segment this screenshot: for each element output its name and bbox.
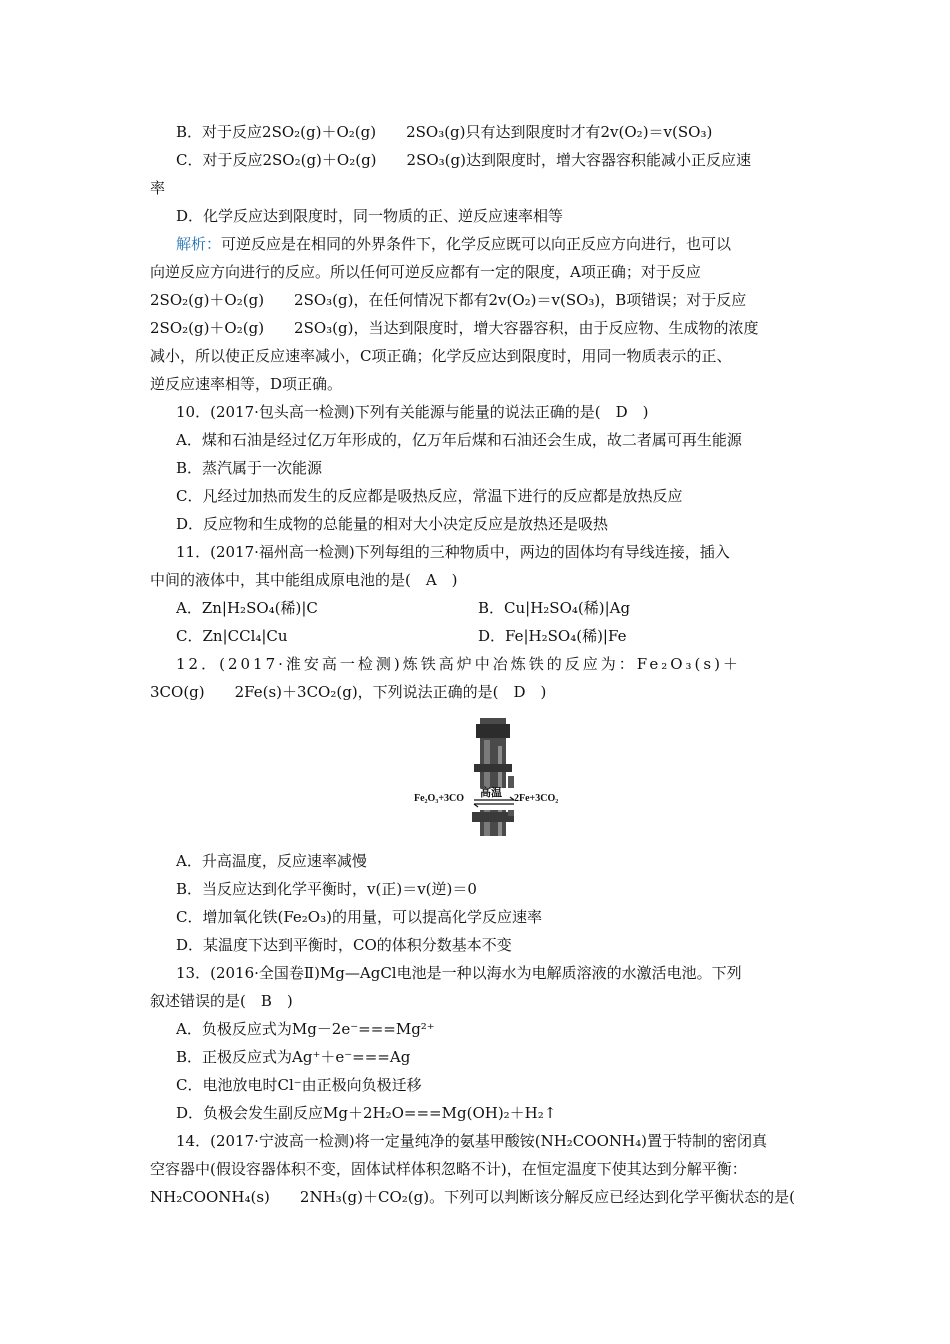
analysis-text-1: 可逆反应是在相同的外界条件下，化学反应既可以向正反应方向进行，也可以 (221, 235, 732, 253)
blast-furnace-image (414, 716, 572, 838)
q13-option-d: D．负极会发生副反应Mg＋2H₂O===Mg(OH)₂＋H₂↑ (176, 1104, 557, 1122)
q10-option-a: A．煤和石油是经过亿万年形成的，亿万年后煤和石油还会生成，故二者属可再生能源 (176, 431, 742, 449)
q12-option-a: A．升高温度，反应速率减慢 (176, 852, 367, 870)
analysis-line-4: 2SO₂(g)＋O₂(g) 2SO₃(g)，当达到限度时，增大容器容积，由于反应物、生成物的浓度 (150, 319, 759, 337)
q9-option-d: D．化学反应达到限度时，同一物质的正、逆反应速率相等 (176, 207, 564, 225)
q14-stem: 14．(2017·宁波高一检测)将一定量纯净的氨基甲酸铵(NH₂COONH₄)置于特制的密闭真 (176, 1132, 767, 1150)
q10-option-d: D．反应物和生成物的总能量的相对大小决定反应是放热还是吸热 (176, 515, 609, 533)
q12-stem-cont: 3CO(g) 2Fe(s)＋3CO₂(g)，下列说法正确的是( D ) (150, 683, 547, 701)
q13-stem-cont: 叙述错误的是( B ) (150, 992, 293, 1010)
q11-stem: 11．(2017·福州高一检测)下列每组的三种物质中，两边的固体均有导线连接，插入 (176, 543, 730, 561)
q12-stem: 12．(2017·淮安高一检测)炼铁高炉中冶炼铁的反应为：Fe₂O₃(s)＋ (176, 655, 741, 673)
q12-option-b: B．当反应达到化学平衡时，v(正)＝v(逆)＝0 (176, 880, 477, 898)
figure-equation-right: 2Fe+3CO₂ (514, 793, 559, 804)
q11-option-a: A．Zn|H₂SO₄(稀)|C (176, 599, 318, 617)
analysis-line-5: 减小，所以使正反应速率减小，C项正确；化学反应达到限度时，用同一物质表示的正、 (150, 347, 732, 365)
figure-equation-left: Fe₂O₃+3CO (414, 793, 465, 804)
q10-option-b: B．蒸汽属于一次能源 (176, 459, 323, 477)
figure-condition: 高温 (480, 786, 502, 799)
q12-option-d: D．某温度下达到平衡时，CO的体积分数基本不变 (176, 936, 512, 954)
q9-option-b: B．对于反应2SO₂(g)＋O₂(g) 2SO₃(g)只有达到限度时才有2v(O₂)＝v(SO₃) (176, 123, 713, 141)
q13-option-c: C．电池放电时Cl⁻由正极向负极迁移 (176, 1076, 422, 1094)
q9-option-c: C．对于反应2SO₂(g)＋O₂(g) 2SO₃(g)达到限度时，增大容器容积能减小正反应速 (176, 151, 751, 169)
q13-stem: 13．(2016·全国卷Ⅱ)Mg—AgCl电池是一种以海水为电解质溶液的水激活电池。下列 (176, 964, 742, 982)
analysis-line-2: 向逆反应方向进行的反应。所以任何可逆反应都有一定的限度，A项正确；对于反应 (150, 263, 701, 281)
q13-option-a: A．负极反应式为Mg－2e⁻===Mg²⁺ (176, 1020, 435, 1038)
analysis-line-3: 2SO₂(g)＋O₂(g) 2SO₃(g)，在任何情况下都有2v(O₂)＝v(SO₃)，B项错误；对于反应 (150, 291, 747, 309)
analysis-line-1 (176, 233, 836, 255)
q11-stem-cont: 中间的液体中，其中能组成原电池的是( A ) (150, 571, 458, 589)
q11-option-d: D．Fe|H₂SO₄(稀)|Fe (478, 627, 627, 645)
q11-option-b: B．Cu|H₂SO₄(稀)|Ag (478, 599, 631, 617)
q10-stem: 10．(2017·包头高一检测)下列有关能源与能量的说法正确的是( D ) (176, 403, 649, 421)
q10-option-c: C．凡经过加热而发生的反应都是吸热反应，常温下进行的反应都是放热反应 (176, 487, 683, 505)
q11-option-c: C．Zn|CCl₄|Cu (176, 627, 288, 645)
analysis-line-6: 逆反应速率相等，D项正确。 (150, 375, 343, 393)
q13-option-b: B．正极反应式为Ag⁺＋e⁻===Ag (176, 1048, 411, 1066)
q12-option-c: C．增加氧化铁(Fe₂O₃)的用量，可以提高化学反应速率 (176, 908, 542, 926)
q14-stem-cont-2: NH₂COONH₄(s) 2NH₃(g)＋CO₂(g)。下列可以判断该分解反应已经达到化学平衡状态的是( (150, 1188, 795, 1206)
q14-stem-cont-1: 空容器中(假设容器体积不变，固体试样体积忽略不计)，在恒定温度下使其达到分解平衡： (150, 1160, 747, 1178)
blast-furnace-figure (414, 716, 572, 838)
analysis-label: 解析： (176, 235, 222, 253)
q9-option-c-cont: 率 (150, 179, 166, 197)
